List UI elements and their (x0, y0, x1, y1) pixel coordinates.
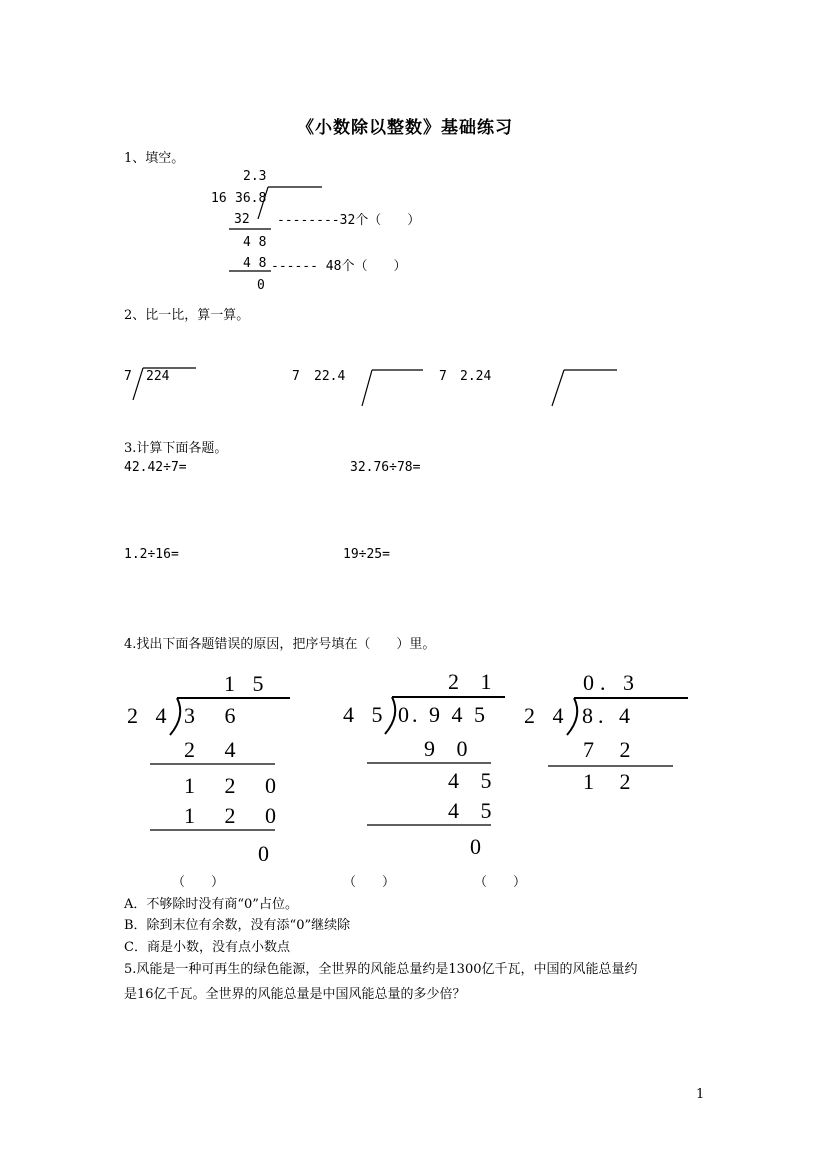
q1-label: 1、填空。 (124, 151, 185, 166)
q1-quotient: 2.3 (243, 169, 267, 184)
q2-dividend-2: 22.4 (314, 369, 346, 384)
q3-label: 3.计算下面各题。 (124, 441, 228, 456)
q1-bracket (258, 187, 268, 219)
div1-remainder: 0 (258, 841, 269, 866)
q1-step2: 4 8 (243, 235, 267, 250)
div1-dividend: 3 6 (184, 703, 248, 728)
q4-label: 4.找出下面各题错误的原因，把序号填在（ ）里。 (124, 637, 436, 652)
q5-line-1: 5.风能是一种可再生的绿色能源，全世界的风能总量约是1300亿千瓦，中国的风能总量约 (124, 962, 638, 977)
div1-step1: 2 4 (184, 737, 248, 762)
div3-quotient: 0. 3 (583, 670, 640, 695)
q2-dividend-3: 2.24 (460, 369, 492, 384)
div1-step2: 1 2 0 (184, 773, 288, 798)
q1-dividend: 36.8 (235, 191, 267, 206)
q2-divisor-2: 7 (292, 369, 300, 384)
q1-divisor: 16 (211, 191, 227, 206)
q1-annotation-2: ------ 48个（ ） (271, 259, 407, 274)
div2-step2: 4 5 (448, 768, 500, 793)
div1-answer-blank[interactable]: （ ） (172, 875, 225, 890)
option-c: C．商是小数，没有点小数点 (124, 940, 290, 955)
div2-dividend: 0. 9 4 5 (398, 702, 488, 727)
page-number: 1 (696, 1087, 705, 1102)
div2-quotient: 2 1 (448, 669, 500, 694)
q3-item-3: 1.2÷16= (124, 547, 179, 562)
q3-item-4: 19÷25= (343, 547, 390, 562)
q2-bracket-3 (552, 370, 564, 406)
div3-remainder: 1 2 (583, 769, 641, 794)
page-title: 《小数除以整数》基础练习 (297, 118, 513, 138)
q1-annotation-1: --------32个（ ） (277, 213, 421, 228)
div3-answer-blank[interactable]: （ ） (474, 875, 527, 890)
q1-remainder: 0 (257, 278, 265, 293)
q2-divisor-1: 7 (124, 369, 132, 384)
div1-step3: 1 2 0 (184, 803, 288, 828)
q2-dividend-1: 224 (146, 369, 170, 384)
div2-divisor: 4 5 (343, 702, 389, 727)
div1-bracket (170, 698, 180, 735)
q2-divisor-3: 7 (439, 369, 447, 384)
div3-bracket (567, 698, 577, 735)
q3-item-1: 42.42÷7= (124, 460, 187, 475)
q1-step3: 4 8 (243, 256, 267, 271)
q2-label: 2、比一比，算一算。 (124, 308, 250, 323)
q2-bracket-1 (133, 368, 143, 400)
option-b: B．除到末位有余数，没有添“0”继续除 (124, 918, 351, 933)
div1-divisor: 2 4 (127, 703, 173, 728)
div3-divisor: 2 4 (524, 703, 570, 728)
q1-step1: 32 (234, 212, 250, 227)
q5-line-2: 是16亿千瓦。全世界的风能总量是中国风能总量的多少倍？ (124, 987, 466, 1002)
div1-quotient: 1 5 (224, 671, 270, 696)
div2-answer-blank[interactable]: （ ） (343, 875, 396, 890)
div2-step3: 4 5 (448, 798, 500, 823)
div2-step1: 9 0 (424, 736, 476, 761)
div2-bracket (385, 697, 395, 734)
q3-item-2: 32.76÷78= (350, 460, 421, 475)
div3-step1: 7 2 (583, 737, 641, 762)
option-a: A．不够除时没有商“0”占位。 (124, 897, 298, 912)
div3-dividend: 8. 4 (582, 703, 635, 728)
div2-remainder: 0 (470, 834, 481, 859)
q2-bracket-2 (362, 370, 372, 406)
